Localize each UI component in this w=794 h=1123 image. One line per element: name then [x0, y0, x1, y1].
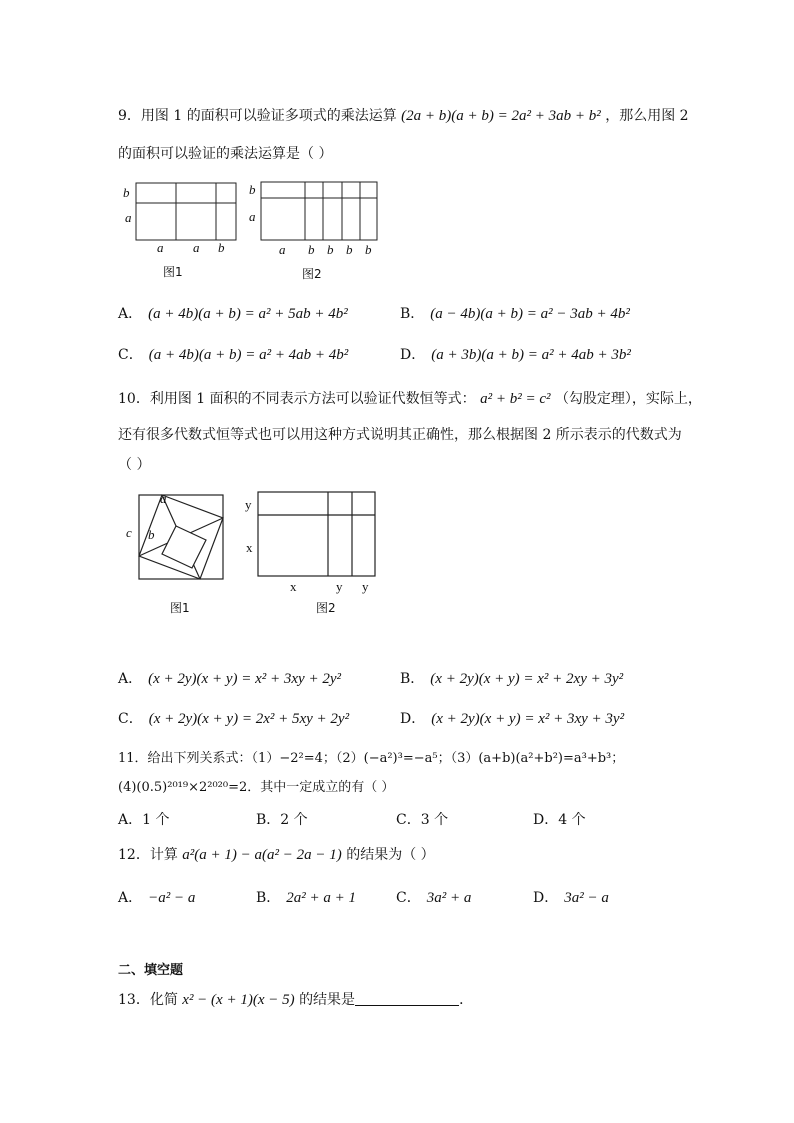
q12-text-before: 12．计算 — [118, 847, 178, 863]
q10-fig2-label: 图2 — [316, 601, 336, 615]
q9-text-after: ，那么用图 2 — [605, 108, 689, 124]
q10-fig1-dim-a: a — [160, 491, 167, 506]
q9-option-d[interactable] — [400, 345, 631, 365]
q9-fig2-dim-bottom-b4: b — [365, 242, 372, 257]
q10-fig2-dim-bottom-x: x — [290, 579, 297, 594]
q9-option-a-key: A． — [118, 306, 143, 322]
q10-fig2-dim-y: y — [245, 497, 252, 512]
q13-answer-blank[interactable] — [355, 991, 459, 1006]
q13-line1 — [118, 990, 473, 1010]
q9-text-before: 9．用图 1 的面积可以验证多项式的乘法运算 — [118, 108, 397, 124]
q10-fig2-dim-bottom-y1: y — [336, 579, 343, 594]
q12-option-d-expr: 3a² − a — [564, 890, 609, 906]
q10-option-b[interactable] — [400, 669, 623, 689]
q12-option-c-expr: 3a² + a — [426, 890, 472, 906]
q9-fig2-dim-bottom-b3: b — [346, 242, 353, 257]
q10-option-c-expr: (x + 2y)(x + y) = 2x² + 5xy + 2y² — [148, 711, 350, 727]
q12-option-c-key: C． — [396, 890, 421, 906]
q9-fig2-dim-bottom-b1: b — [308, 242, 315, 257]
q9-option-c-key: C． — [118, 347, 143, 363]
q11-option-d[interactable] — [533, 810, 586, 830]
q10-figure2 — [0, 0, 1, 1]
q9-option-b-expr: (a − 4b)(a + b) = a² − 3ab + 4b² — [430, 306, 630, 322]
q9-option-c[interactable] — [118, 345, 348, 365]
q12-option-a[interactable] — [118, 888, 195, 908]
q10-line2: 还有很多代数式恒等式也可以用这种方式说明其正确性，那么根据图 2 所示表示的代数式为 — [118, 427, 682, 443]
q12-option-b-key: B． — [256, 890, 281, 906]
q10-option-a-key: A． — [118, 671, 143, 687]
q9-option-a-expr: (a + 4b)(a + b) = a² + 5ab + 4b² — [148, 306, 348, 322]
q13-text-before: 13．化简 — [118, 992, 178, 1008]
q9-fig1-dim-bottom-a1: a — [157, 240, 164, 255]
q10-option-d-key: D． — [400, 711, 426, 727]
q12-option-d-key: D． — [533, 890, 559, 906]
q9-fig1-dim-b: b — [123, 185, 130, 200]
q11-option-b[interactable] — [256, 810, 308, 830]
q9-fig2-label: 图2 — [302, 267, 322, 281]
q10-fig1-dim-b: b — [148, 527, 155, 542]
q9-fig1-dim-bottom-a2: a — [193, 240, 200, 255]
q11-line1: 11．给出下列关系式：（1）−2²=4；（2）(−a²)³=−a⁵；（3）(a+b)(a²+b²)=a³+b³； — [118, 751, 625, 766]
q11-option-b-text: 2 个 — [280, 812, 308, 828]
q10-option-c[interactable] — [118, 709, 349, 729]
q12-option-d[interactable] — [533, 888, 609, 908]
q12-option-c[interactable] — [396, 888, 471, 908]
q12-option-a-expr: −a² − a — [148, 890, 196, 906]
q9-option-b[interactable] — [400, 304, 630, 324]
q13-text-after: 的结果是 — [299, 992, 356, 1008]
q10-text-before: 10．利用图 1 面积的不同表示方法可以验证代数恒等式： — [118, 391, 476, 407]
q11-option-b-key: B． — [256, 812, 281, 828]
q10-option-a[interactable] — [118, 669, 341, 689]
q11-option-d-key: D． — [533, 812, 559, 828]
q10-line3: （ ） — [118, 457, 151, 473]
q12-line1 — [118, 845, 435, 865]
section-title-fill-in: 二、填空题 — [118, 963, 184, 978]
q9-formula: (2a + b)(a + b) = 2a² + 3ab + b² — [401, 108, 601, 124]
q13-formula: x² − (x + 1)(x − 5) — [182, 992, 295, 1008]
q11-option-c[interactable] — [396, 810, 448, 830]
q9-fig2-dim-bottom-a: a — [279, 242, 286, 257]
q10-text-after: （勾股定理），实际上， — [554, 391, 702, 407]
q11-option-a-text: 1 个 — [142, 812, 170, 828]
q11-option-a-key: A． — [118, 812, 143, 828]
q9-line2: 的面积可以验证的乘法运算是（ ） — [118, 146, 333, 162]
q10-option-a-expr: (x + 2y)(x + y) = x² + 3xy + 2y² — [148, 671, 341, 687]
q9-fig2-dim-bottom-b2: b — [327, 242, 334, 257]
q9-option-b-key: B． — [400, 306, 425, 322]
q9-fig1-dim-a: a — [125, 210, 132, 225]
q11-option-c-key: C． — [396, 812, 421, 828]
q11-option-a[interactable] — [118, 810, 169, 830]
q11-option-c-text: 3 个 — [420, 812, 449, 828]
q10-formula: a² + b² = c² — [480, 391, 551, 407]
q9-option-c-expr: (a + 4b)(a + b) = a² + 4ab + 4b² — [148, 347, 349, 363]
q9-fig2-dim-a: a — [249, 209, 256, 224]
q10-fig2-dim-bottom-y2: y — [362, 579, 369, 594]
q11-line2: (4)(0.5)²⁰¹⁹×2²⁰²⁰=2．其中一定成立的有（ ） — [118, 780, 395, 795]
q12-option-b[interactable] — [256, 888, 356, 908]
q9-line1 — [118, 106, 689, 126]
q9-fig2-dim-b: b — [249, 182, 256, 197]
q9-option-d-expr: (a + 3b)(a + b) = a² + 4ab + 3b² — [431, 347, 631, 363]
q10-line1 — [118, 389, 702, 409]
q13-end: ． — [459, 992, 474, 1008]
q10-fig2-dim-x: x — [246, 540, 253, 555]
q12-option-a-key: A． — [118, 890, 143, 906]
q9-fig1-label: 图1 — [163, 265, 183, 279]
q10-fig1-dim-c: c — [126, 525, 132, 540]
q10-option-d-expr: (x + 2y)(x + y) = x² + 3xy + 3y² — [431, 711, 625, 727]
q11-option-d-text: 4 个 — [558, 812, 586, 828]
q10-option-d[interactable] — [400, 709, 624, 729]
q10-option-c-key: C． — [118, 711, 143, 727]
q12-text-after: 的结果为（ ） — [346, 847, 435, 863]
q10-option-b-key: B． — [400, 671, 425, 687]
q12-formula: a²(a + 1) − a(a² − 2a − 1) — [182, 847, 342, 863]
q9-option-a[interactable] — [118, 304, 348, 324]
q10-option-b-expr: (x + 2y)(x + y) = x² + 2xy + 3y² — [430, 671, 624, 687]
q10-fig1-label: 图1 — [170, 601, 190, 615]
q9-fig1-dim-bottom-b: b — [218, 240, 225, 255]
q12-option-b-expr: 2a² + a + 1 — [286, 890, 357, 906]
q9-option-d-key: D． — [400, 347, 426, 363]
